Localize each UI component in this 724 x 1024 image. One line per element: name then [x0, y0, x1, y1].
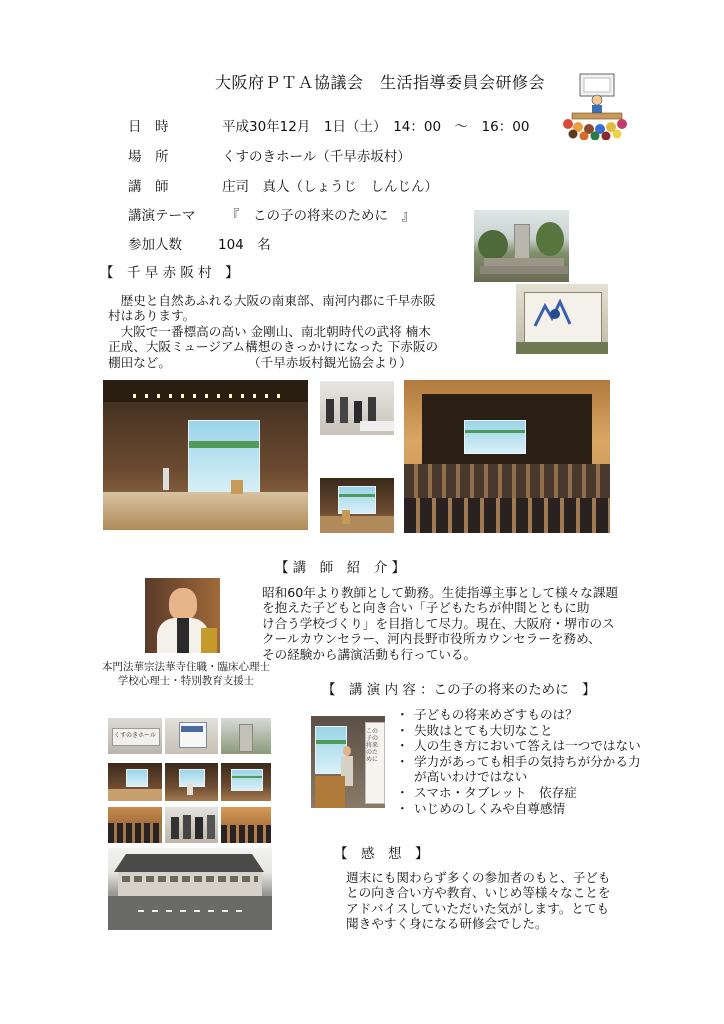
- reception-photo: [320, 381, 394, 435]
- lecture-photo: [311, 716, 385, 808]
- stage-podium-photo: [320, 478, 394, 533]
- stage-screen-photo: [221, 763, 271, 801]
- lecture-point-item: [394, 801, 641, 817]
- lecture-points: [394, 707, 641, 816]
- lecture-content-heading: 【 講 演 内 容 ：この子の将来のために 】: [322, 682, 596, 698]
- date-label: 日 時: [128, 119, 169, 135]
- bio-line: 昭和60年より教師として勤務。生徒指導主事として様々な課題: [262, 585, 619, 600]
- hall-sign-text: くすのきホール: [114, 732, 156, 739]
- bullet-dot: ・: [396, 753, 409, 769]
- speaker-stage-photo: [165, 763, 218, 801]
- lecturer-label: 講 師: [128, 179, 169, 195]
- monument-photo: [474, 210, 569, 282]
- village-line: 歴史と自然あふれる大阪の南東部、南河内郡に千早赤阪: [108, 293, 436, 308]
- village-line: 正成、大阪ミュージアム構想のきっかけになった 下赤阪の: [108, 339, 439, 355]
- lecture-point-text: が高いわけではない: [414, 769, 528, 785]
- lecture-point-item: [394, 738, 641, 754]
- village-line: 村はあります。: [108, 308, 196, 324]
- hall-building-photo: [108, 848, 272, 930]
- village-line: 棚田など。: [108, 354, 171, 370]
- lecture-point-text: 人の生き方において答えは一つではない: [414, 738, 641, 754]
- impressions-line: 聞きやすく身になる研修会でした。: [346, 916, 548, 932]
- date-value: 平成30年12月 1日（土） 14：00 ～ 16：00: [222, 119, 530, 135]
- impressions-heading: 【 感 想 】: [334, 846, 429, 862]
- page-title: 大阪府ＰＴＡ協議会 生活指導委員会研修会: [215, 73, 546, 92]
- caption-line: 本門法華宗法華寺住職・臨床心理士: [102, 661, 270, 673]
- monument-small-photo: [221, 718, 271, 754]
- impressions-line: アドバイスしていただいた気がします。とても: [346, 900, 610, 916]
- bullet-dot: ・: [396, 738, 409, 754]
- bio-line: その経験から講演活動も行っている。: [262, 646, 477, 662]
- lecture-point-text: いじめのしくみや自尊感情: [414, 800, 566, 816]
- theme-value: 『 この子の将来のために 』: [226, 208, 415, 224]
- bullet-dot: ・: [396, 707, 409, 722]
- village-heading: 【 千 早 赤 阪 村 】: [100, 265, 239, 281]
- lecturer-intro-heading: 【 講 師 紹 介 】: [275, 560, 406, 576]
- lecture-point-item: [394, 785, 641, 801]
- bullet-dot: ・: [396, 784, 409, 800]
- bio-line: クールカウンセラー、河内長野市役所カウンセラーを務め、: [262, 631, 601, 647]
- place-value: くすのきホール（千早赤坂村）: [222, 149, 411, 165]
- lecture-point-text: 子どもの将来めざすものは？: [414, 707, 578, 722]
- audience-back-photo: [108, 807, 162, 843]
- audience-side-photo: [221, 807, 271, 843]
- meeting-clipart: [562, 70, 632, 140]
- attendees-value: 104 名: [218, 237, 271, 253]
- lecturer-value: 庄司 真人（しょうじ しんじん）: [222, 179, 438, 195]
- lecture-point-text: スマホ・タブレット 依存症: [414, 784, 577, 800]
- village-line: 大阪で一番標高の高い 金剛山、南北朝時代の武将 楠木: [108, 323, 431, 339]
- lecture-point-continuation: [394, 769, 641, 785]
- lecturer-portrait: [145, 578, 220, 653]
- audience-photo: [404, 380, 610, 533]
- impressions-text: [346, 870, 610, 932]
- hall-sign-photo: [108, 718, 162, 754]
- bio-line: け合う学校づくり」を目指して尽力。現在、大阪府・堺市のス: [262, 615, 615, 631]
- village-signboard-photo: [516, 284, 608, 354]
- lecturer-caption: [97, 660, 275, 688]
- impressions-line: との向き合い方や教育、いじめ等様々なことを: [346, 885, 611, 901]
- stage-wide-photo: [108, 763, 162, 801]
- lecture-point-text: 学力があっても相手の気持ちが分かる力: [414, 753, 641, 769]
- theme-label: 講演テーマ: [128, 208, 196, 224]
- lecturer-bio: [262, 585, 618, 662]
- impressions-line: 週末にも関わらず多くの参加者のもと、子ども: [346, 870, 611, 885]
- village-source: （千早赤坂村観光協会より）: [248, 354, 412, 370]
- attendees-label: 参加人数: [128, 237, 182, 253]
- lecture-point-item: [394, 754, 641, 770]
- bullet-dot: ・: [396, 722, 409, 738]
- lecture-point-text: 失敗はとても大切なこと: [414, 722, 553, 738]
- lecture-point-item: [394, 723, 641, 739]
- village-description: [108, 293, 438, 370]
- caption-line: 学校心理士・特別教育支援士: [117, 675, 255, 687]
- hall-stage-photo: [103, 380, 308, 530]
- lecture-point-item: [394, 707, 641, 723]
- place-label: 場 所: [128, 149, 169, 165]
- group-photo: [165, 807, 218, 843]
- bullet-dot: ・: [396, 800, 409, 816]
- entrance-board-photo: [165, 718, 218, 754]
- bio-line: を抱えた子どもと向き合い「子どもたちが仲間とともに助: [262, 600, 590, 616]
- banner-text: この子の将来のために: [366, 728, 379, 763]
